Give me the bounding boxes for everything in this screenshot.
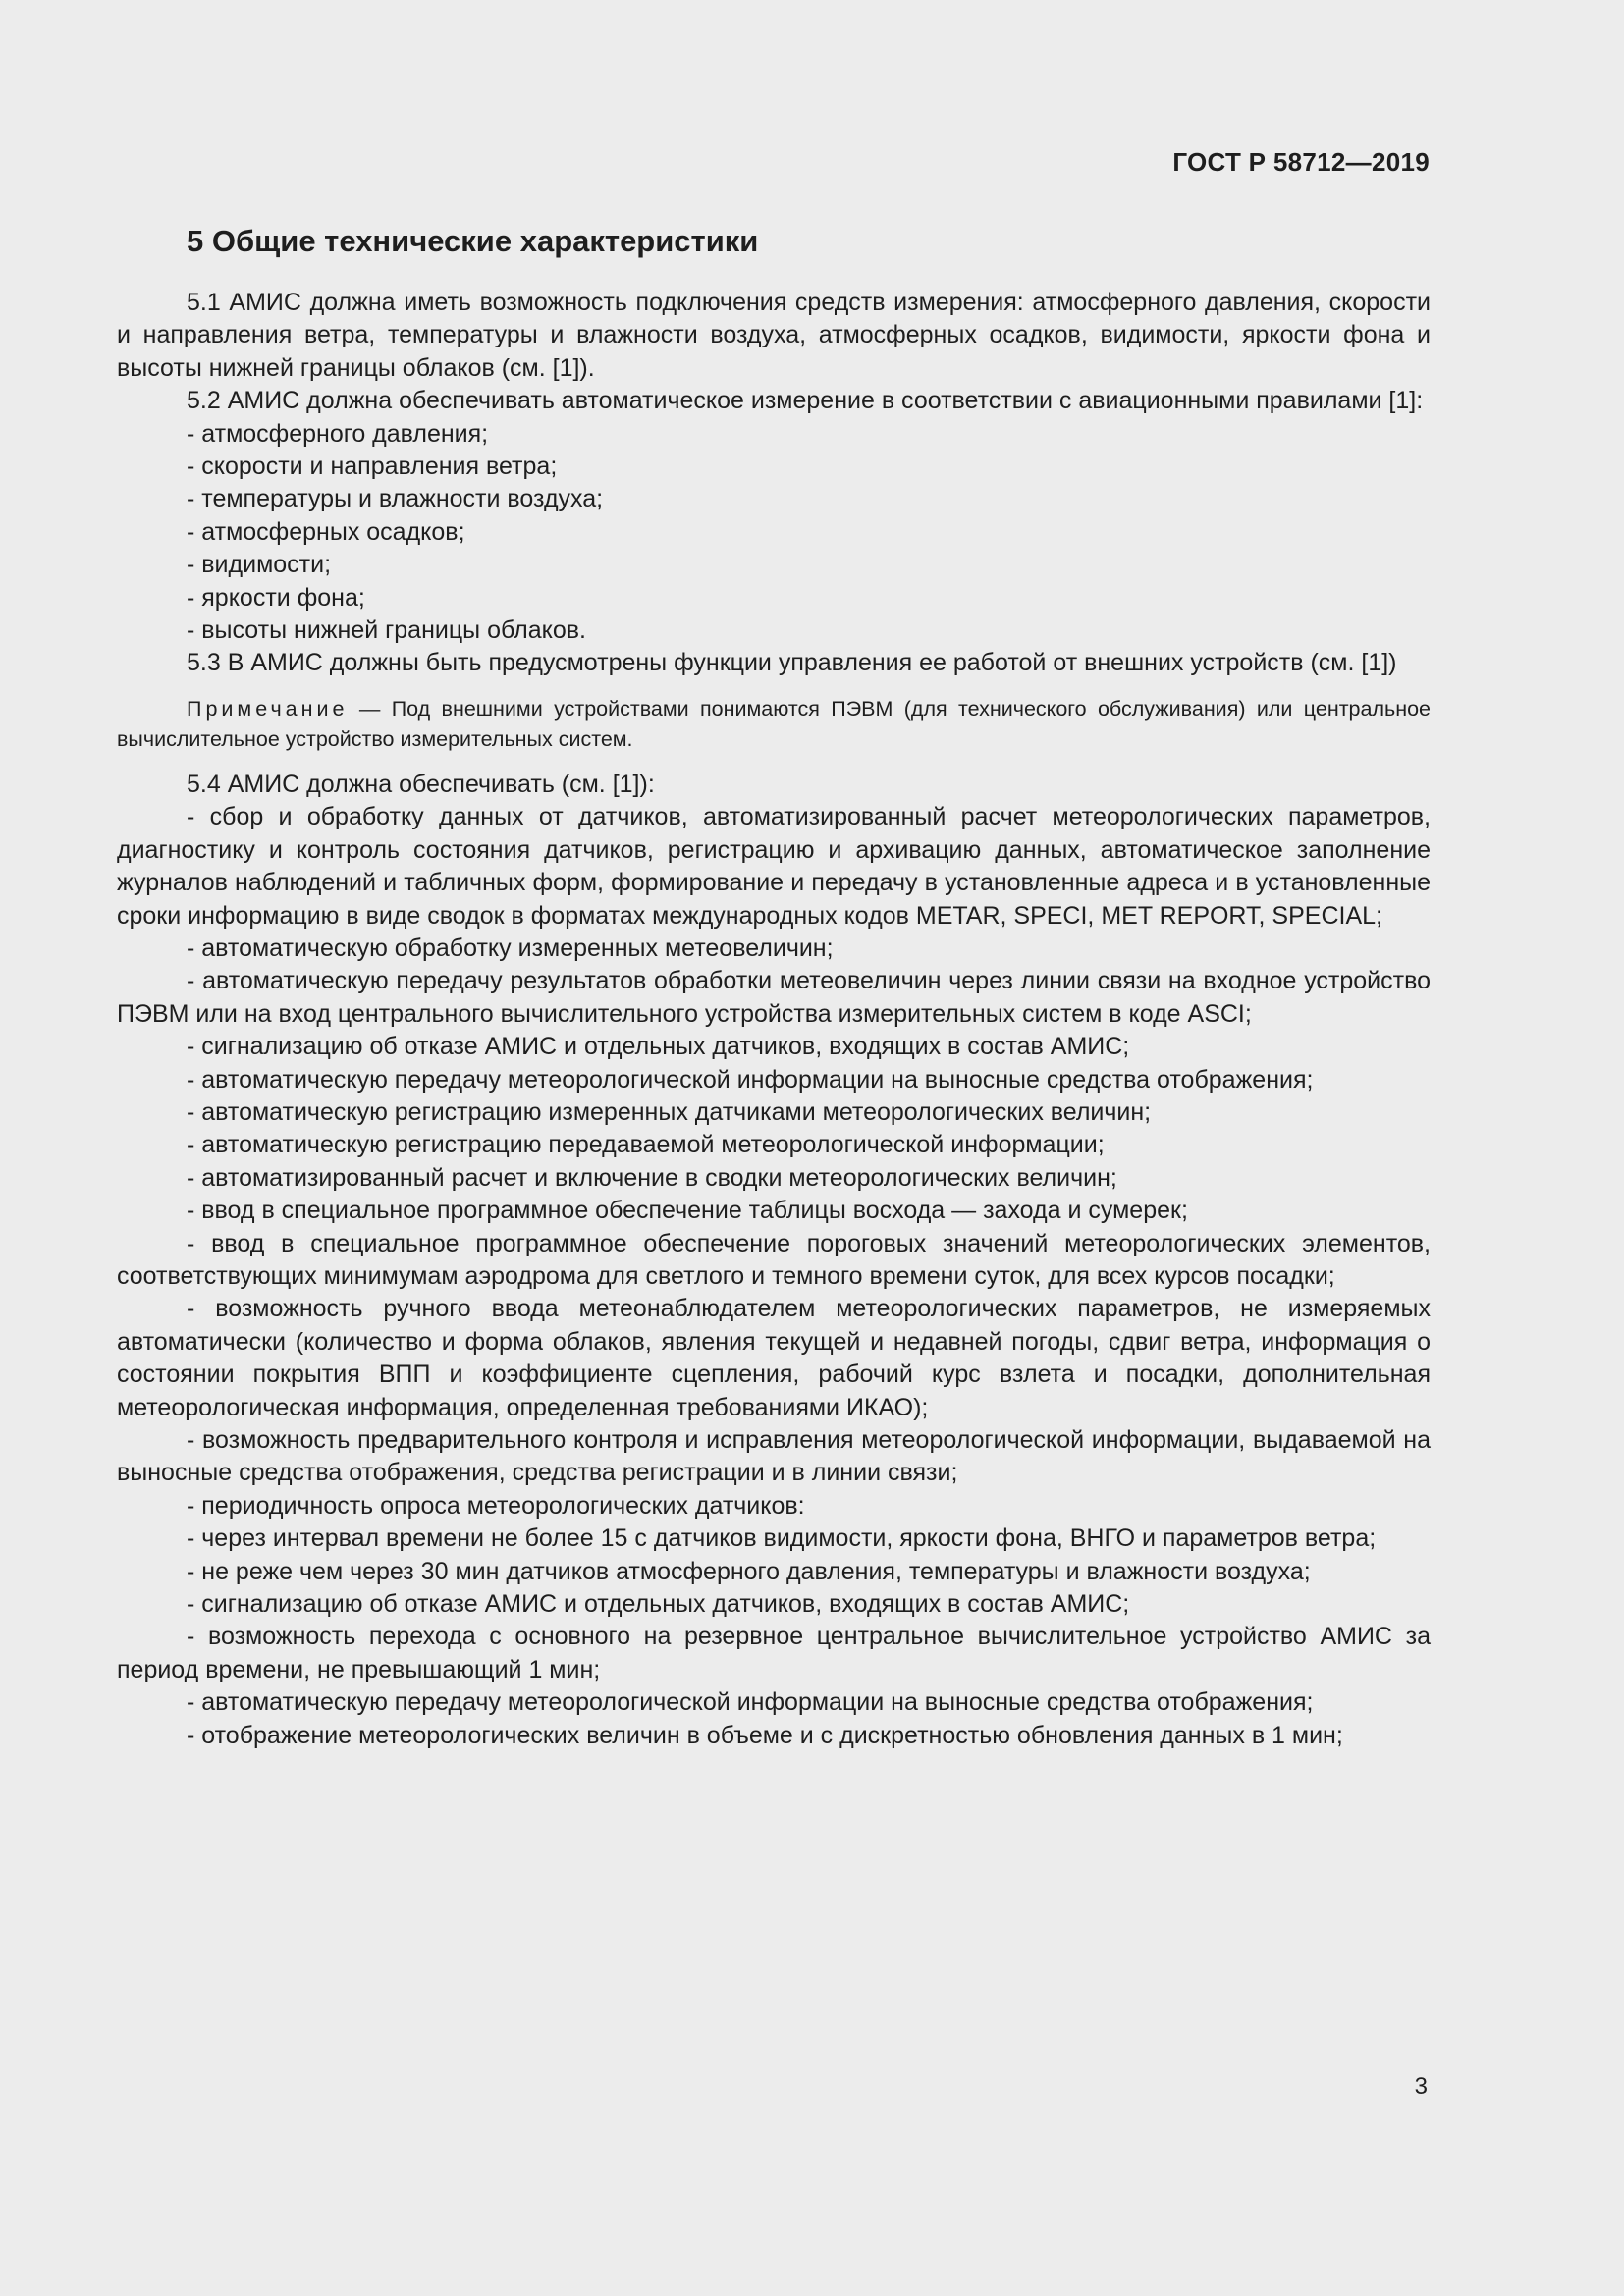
list-item: - автоматическую передачу метеорологической информации на выносные средства отображения; — [187, 1065, 1314, 1094]
list-item: - сигнализацию об отказе АМИС и отдельных датчиков, входящих в состав АМИС; — [187, 1033, 1130, 1061]
page-content — [117, 224, 1431, 1752]
list-clause-5-4 — [117, 801, 1431, 1752]
list-item: - отображение метеорологических величин в объеме и с дискретностью обновления данных в 1 мин; — [187, 1721, 1343, 1749]
list-item: - через интервал времени не более 15 с датчиков видимости, яркости фона, ВНГО и параметров ветра; — [187, 1524, 1377, 1553]
list-item: - возможность перехода с основного на резервное центральное вычислительное устройство АМИС за период времени, не превышающий 1 мин; — [117, 1623, 1431, 1683]
clause-5-2: 5.2 АМИС должна обеспечивать автоматическое измерение в соответствии с авиационными правилами [1]: — [187, 387, 1424, 415]
note-label: Примечание — [187, 696, 349, 721]
list-item: - возможность ручного ввода метеонаблюдателем метеорологических параметров, не измеряемых автоматически (количество и форма облаков, явления текущей и недавней погоды, сдвиг ветра, информация о состоянии покрытия ВПП и коэффициенте сцепления, рабочий курс взлета и посадки, дополнительная метеорологическая информация, определенная требованиями ИКАО); — [117, 1295, 1431, 1421]
list-item: - ввод в специальное программное обеспечение таблицы восхода — захода и сумерек; — [187, 1197, 1188, 1225]
document-code: ГОСТ Р 58712—2019 — [1172, 147, 1430, 177]
list-item: - температуры и влажности воздуха; — [187, 485, 604, 513]
list-item: - автоматическую обработку измеренных метеовеличин; — [187, 934, 834, 962]
section-title: 5 Общие технические характеристики — [187, 224, 759, 258]
list-item: - видимости; — [187, 551, 332, 579]
list-item: - автоматическую передачу метеорологической информации на выносные средства отображения; — [187, 1688, 1314, 1717]
list-item: - автоматизированный расчет и включение в сводки метеорологических величин; — [187, 1163, 1117, 1192]
list-item: - атмосферных осадков; — [187, 517, 465, 546]
list-item: - атмосферного давления; — [187, 419, 489, 448]
list-item: - периодичность опроса метеорологических датчиков: — [187, 1491, 805, 1520]
list-item: - автоматическую регистрацию измеренных датчиками метеорологических величин; — [187, 1097, 1152, 1126]
note-text: — Под внешними устройствами понимаются ПЭВМ (для технического обслуживания) или центральное вычислительное устройство измерительных систем. — [117, 696, 1431, 751]
list-item: - возможность предварительного контроля и исправления метеорологической информации, выдаваемой на выносные средства отображения, средства регистрации и в линии связи; — [117, 1426, 1431, 1487]
page-number: 3 — [1414, 2073, 1428, 2100]
list-clause-5-2 — [117, 418, 1431, 648]
clause-5-3: 5.3 В АМИС должны быть предусмотрены функции управления ее работой от внешних устройств (см. [1]) — [187, 649, 1397, 677]
list-item: - яркости фона; — [187, 583, 365, 612]
list-item: - скорости и направления ветра; — [187, 453, 558, 481]
clause-5-1: 5.1 АМИС должна иметь возможность подключения средств измерения: атмосферного давления, скорости и направления ветра, температуры и влажности воздуха, атмосферных осадков, видимости, яркости фона и высоты нижней границы облаков (см. [1]). — [117, 289, 1431, 382]
list-item: - высоты нижней границы облаков. — [187, 616, 587, 645]
list-item: - сбор и обработку данных от датчиков, автоматизированный расчет метеорологических параметров, диагностику и контроль состояния датчиков, регистрацию и архивацию данных, автоматическое заполнение журналов наблюдений и табличных форм, формирование и передачу в установленные адреса и в установленные сроки информацию в виде сводок в форматах международных кодов METAR, SPECI, MET REPORT, SPECIAL; — [117, 803, 1431, 930]
note — [117, 694, 1431, 755]
list-item: - не реже чем через 30 мин датчиков атмосферного давления, температуры и влажности воздуха; — [187, 1557, 1311, 1585]
clause-5-4: 5.4 АМИС должна обеспечивать (см. [1]): — [187, 770, 655, 798]
list-item: - ввод в специальное программное обеспечение пороговых значений метеорологических элементов, соответствующих минимумам аэродрома для светлого и темного времени суток, для всех курсов посадки; — [117, 1229, 1431, 1290]
list-item: - автоматическую регистрацию передаваемой метеорологической информации; — [187, 1131, 1105, 1159]
list-item: - сигнализацию об отказе АМИС и отдельных датчиков, входящих в состав АМИС; — [187, 1590, 1130, 1619]
list-item: - автоматическую передачу результатов обработки метеовеличин через линии связи на входное устройство ПЭВМ или на вход центрального вычислительного устройства измерительных систем в коде ASCI; — [117, 967, 1431, 1028]
